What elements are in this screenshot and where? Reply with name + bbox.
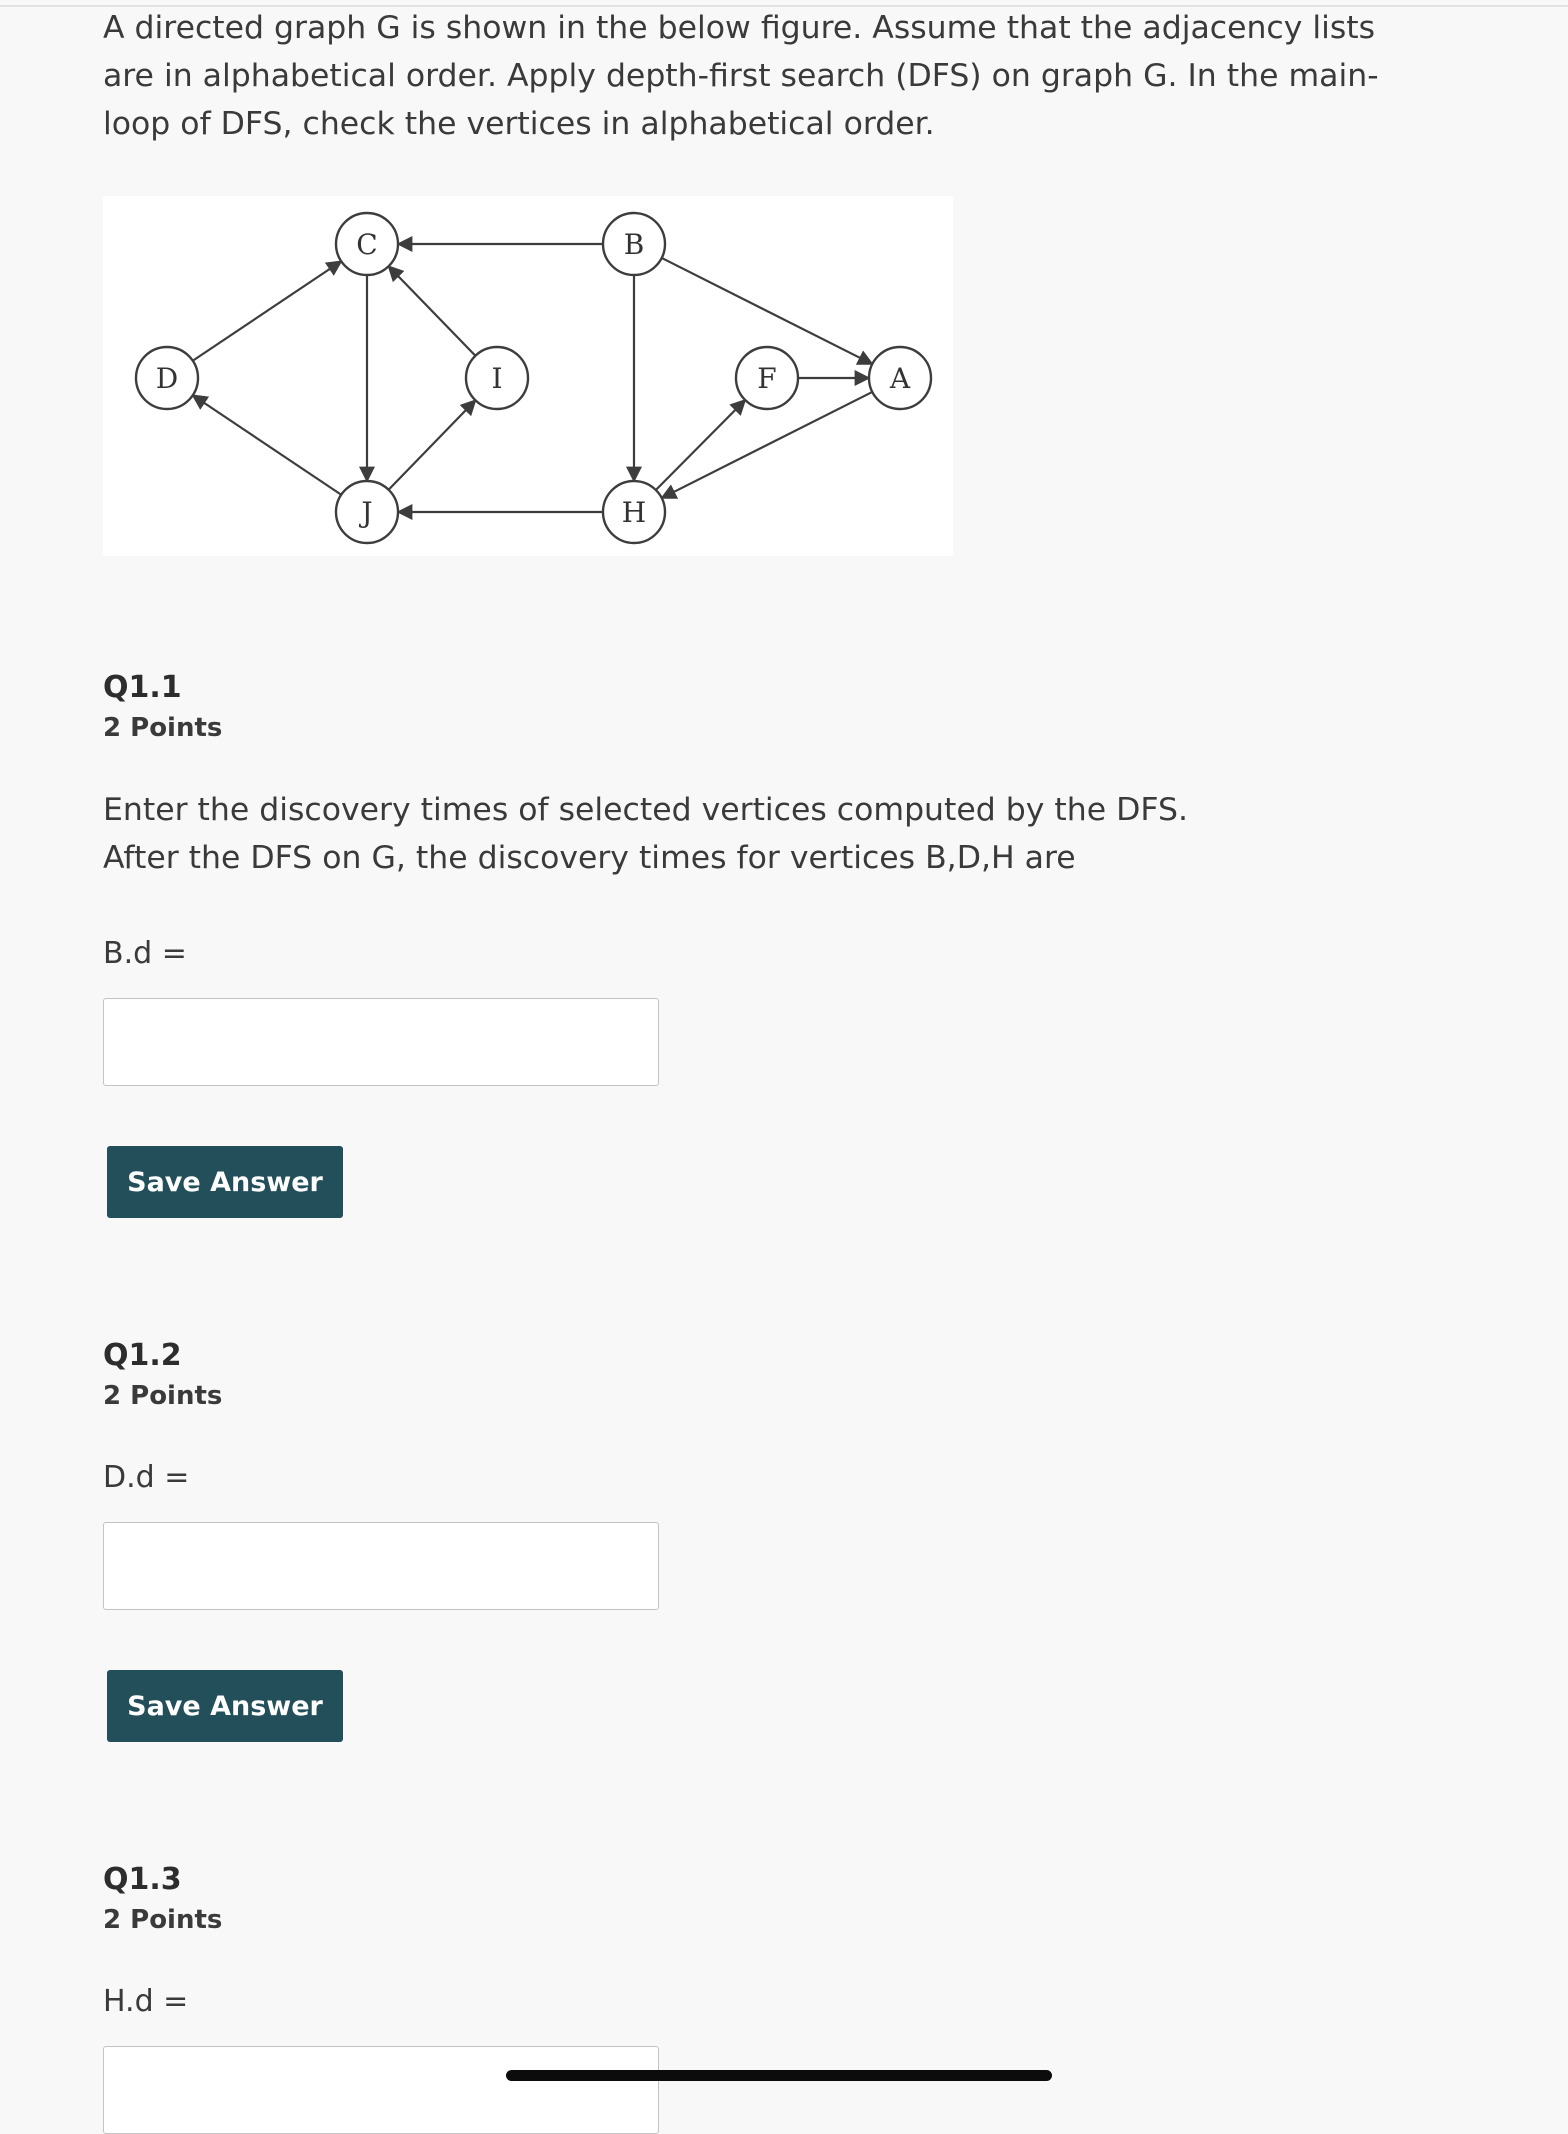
question-prompt: [103, 786, 1403, 882]
question-points: 2 Points: [103, 713, 223, 743]
graph-node-label: H: [621, 496, 647, 529]
answer-label-d: D.d =: [103, 1460, 190, 1495]
graph-node-label: B: [623, 228, 645, 261]
graph-node-label: A: [889, 362, 911, 395]
graph-node-b: [603, 213, 665, 275]
save-answer-button-q1-1[interactable]: Save Answer: [107, 1146, 343, 1218]
question-number: Q1.3: [103, 1862, 182, 1897]
graph-node-label: J: [361, 496, 373, 529]
question-intro-text: A directed graph G is shown in the below figure. Assume that the adjacency lists are in alphabetical order. Apply depth-first search (DFS) on graph G. In the main-loop of DFS, check the vertices in alphabetical order.: [103, 10, 1379, 142]
question-number: Q1.1: [103, 670, 182, 705]
graph-node-j: [336, 481, 398, 543]
question-header-q1-2: [103, 1336, 222, 1414]
graph-node-d: [136, 347, 198, 409]
answer-input-d[interactable]: [103, 1522, 659, 1610]
graph-edge-h-f: [656, 400, 745, 490]
graph-edge-j-i: [389, 400, 476, 490]
question-number: Q1.2: [103, 1338, 182, 1373]
prompt-line-1: Enter the discovery times of selected vertices computed by the DFS.: [103, 792, 1188, 828]
question-header-q1-3: [103, 1860, 222, 1938]
question-points: 2 Points: [103, 1381, 223, 1411]
question-header-q1-1: [103, 668, 222, 746]
save-answer-button-q1-2[interactable]: Save Answer: [107, 1670, 343, 1742]
home-indicator[interactable]: [506, 2070, 1052, 2081]
answer-input-h[interactable]: [103, 2046, 659, 2134]
graph-node-f: [736, 347, 798, 409]
graph-node-label: D: [155, 362, 179, 395]
answer-label-b: B.d =: [103, 936, 187, 971]
graph-node-label: C: [356, 228, 378, 261]
graph-node-i: [466, 347, 528, 409]
graph-edge-i-c: [389, 266, 476, 356]
graph-node-label: I: [491, 362, 503, 395]
graph-node-a: [869, 347, 931, 409]
answer-label-h: H.d =: [103, 1984, 189, 2019]
graph-node-h: [603, 481, 665, 543]
graph-figure: [103, 196, 953, 556]
graph-edge-j-d: [193, 395, 341, 494]
question-points: 2 Points: [103, 1905, 223, 1935]
graph-node-c: [336, 213, 398, 275]
directed-graph: [103, 196, 953, 556]
graph-node-label: F: [757, 362, 777, 395]
prompt-line-2: After the DFS on G, the discovery times for vertices B,D,H are: [103, 840, 1076, 876]
answer-input-b[interactable]: [103, 998, 659, 1086]
graph-edge-d-c: [193, 261, 341, 360]
